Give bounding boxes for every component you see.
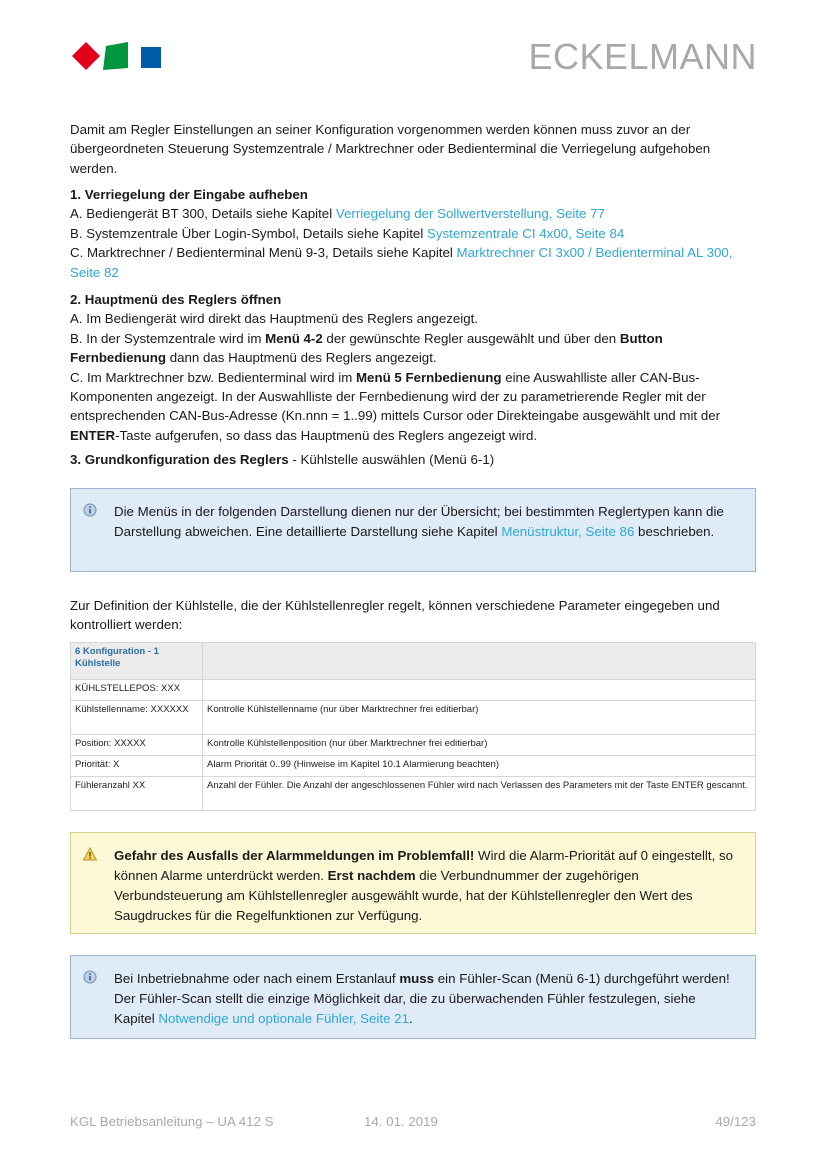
- table-cell-desc: Kontrolle Kühlstellenname (nur über Marktrechner frei editierbar): [203, 701, 756, 735]
- table-cell-desc: [203, 680, 756, 701]
- info-note-text: Die Menüs in der folgenden Darstellung dienen nur der Übersicht; bei bestimmten Reglertypen kann die Darstellung abweichen. Eine detaillierte Darstellung siehe Kapitel Menüstruktur, Seite 86 beschrieben.: [114, 504, 724, 539]
- table-cell-param: KÜHLSTELLEPOS: XXX: [71, 680, 203, 701]
- brand-wordmark: ECKELMANN: [528, 36, 757, 77]
- table-row: [71, 777, 756, 811]
- link-systemzentrale[interactable]: Systemzentrale CI 4x00, Seite 84: [426, 225, 625, 241]
- section-2-title: 2. Hauptmenü des Reglers öffnen: [70, 292, 282, 307]
- definition-paragraph: Zur Definition der Kühlstelle, die der Kühlstellenregler regelt, können verschiedene Parameter eingegeben und kontrolliert werden:: [70, 598, 720, 633]
- table-cell-desc: Kontrolle Kühlstellenposition (nur über Marktrechner frei editierbar): [203, 735, 756, 756]
- logo-blue-square: [141, 47, 161, 68]
- warning-note-text: Gefahr des Ausfalls der Alarmmeldungen im Problemfall! Wird die Alarm-Priorität auf 0 eingestellt, so können Alarme unterdrückt werden. Erst nachdem die Verbundnummer der zugehörigen Verbundsteuerung am Kühlstellenregler ausgewählt wurde, hat der Kühlstellenregler den Wert des Saugdruckes für die Regelfunktionen zur Verfügung.: [114, 848, 733, 923]
- table-cell-desc: Alarm Priorität 0..99 (Hinweise im Kapitel 10.1 Alarmierung beachten): [203, 756, 756, 777]
- table-header-title: 6 Konfiguration - 1 Kühlstelle: [75, 646, 159, 669]
- table-header-row: [71, 643, 756, 680]
- table-row: [71, 735, 756, 756]
- main-menu-item-a: A. Im Bediengerät wird direkt das Hauptmenü des Reglers angezeigt.: [70, 311, 478, 327]
- section-3-heading: 3. Grundkonfiguration des Reglers - Kühlstelle auswählen (Menü 6-1): [70, 452, 495, 467]
- logo-green-square: [103, 42, 128, 70]
- warning-icon: [82, 847, 98, 861]
- link-marktrechner[interactable]: Marktrechner CI 3x00 / Bedienterminal AL 300, Seite 82: [70, 245, 733, 280]
- table-row: [71, 756, 756, 777]
- footer-date: 14. 01. 2019: [364, 1114, 438, 1129]
- unlock-item-c: C. Marktrechner / Bedienterminal Menü 9-3, Details siehe Kapitel Marktrechner CI 3x00 / Bedienterminal AL 300, Seite 82: [70, 245, 733, 280]
- table-row: [71, 701, 756, 735]
- section-3-title: 3. Grundkonfiguration des Reglers: [70, 452, 289, 467]
- unlock-item-b: B. Systemzentrale Über Login-Symbol, Details siehe Kapitel Systemzentrale CI 4x00, Seite 84: [70, 225, 625, 241]
- info-note-menus: [70, 488, 756, 572]
- table-cell-param: Kühlstellenname: XXXXXX: [71, 701, 203, 735]
- info-note-scan: [70, 955, 756, 1039]
- link-fuehler[interactable]: Notwendige und optionale Fühler, Seite 21: [158, 1011, 409, 1026]
- main-menu-item-c: C. Im Marktrechner bzw. Bedienterminal wird im Menü 5 Fernbedienung eine Auswahlliste aller CAN-Bus-Komponenten angezeigt. In der Auswahlliste der Fernbedienung wird der zu parametrierende Regler mit der entsprechenden CAN-Bus-Adresse (Kn.nnn = 1..99) mittels Cursor oder Direkteingabe ausgewählt und mit der ENTER-Taste aufgerufen, so dass das Hauptmenü des Reglers angezeigt wird.: [70, 369, 721, 443]
- table-cell-desc: Anzahl der Fühler. Die Anzahl der angeschlossenen Fühler wird nach Verlassen des Parameters mit der Taste ENTER gescannt.: [203, 777, 756, 811]
- footer-page-number: 49/123: [715, 1114, 756, 1129]
- section-1-title: 1. Verriegelung der Eingabe aufheben: [70, 187, 308, 202]
- info-icon: [83, 970, 97, 984]
- footer-document-title: KGL Betriebsanleitung – UA 412 S: [70, 1114, 274, 1129]
- warning-note-alarm: [70, 832, 756, 934]
- eckelmann-logo-icon: [70, 38, 165, 74]
- intro-paragraph: Damit am Regler Einstellungen an seiner Konfiguration vorgenommen werden können muss zuvor an der übergeordneten Steuerung Systemzentrale / Marktrechner oder Bedienterminal die Verriegelung aufgehoben werden.: [70, 122, 711, 176]
- unlock-item-a: A. Bediengerät BT 300, Details siehe Kapitel Verriegelung der Sollwertverstellung, Seite 77: [70, 206, 605, 222]
- section-unlock: [70, 185, 756, 282]
- main-menu-item-b: B. In der Systemzentrale wird im Menü 4-2 der gewünschte Regler ausgewählt und über den Button Fernbedienung dann das Hauptmenü des Reglers angezeigt.: [70, 330, 663, 366]
- logo-red-square: [72, 42, 100, 70]
- table-cell-param: Fühleranzahl XX: [71, 777, 203, 811]
- info-icon: [83, 503, 97, 517]
- link-menuestruktur[interactable]: Menüstruktur, Seite 86: [501, 524, 635, 539]
- table-cell-param: Priorität: X: [71, 756, 203, 777]
- section-main-menu: [70, 290, 756, 445]
- config-table: [70, 642, 756, 811]
- info-note-scan-text: Bei Inbetriebnahme oder nach einem Erstanlauf muss ein Fühler-Scan (Menü 6-1) durchgeführt werden! Der Fühler-Scan stellt die einzige Möglichkeit dar, die zu überwachenden Fühler festzulegen, siehe Kapitel Notwendige und optionale Fühler, Seite 21.: [114, 971, 730, 1026]
- table-row: [71, 680, 756, 701]
- table-cell-param: Position: XXXXX: [71, 735, 203, 756]
- link-sollwertverstellung[interactable]: Verriegelung der Sollwertverstellung, Seite 77: [335, 206, 605, 222]
